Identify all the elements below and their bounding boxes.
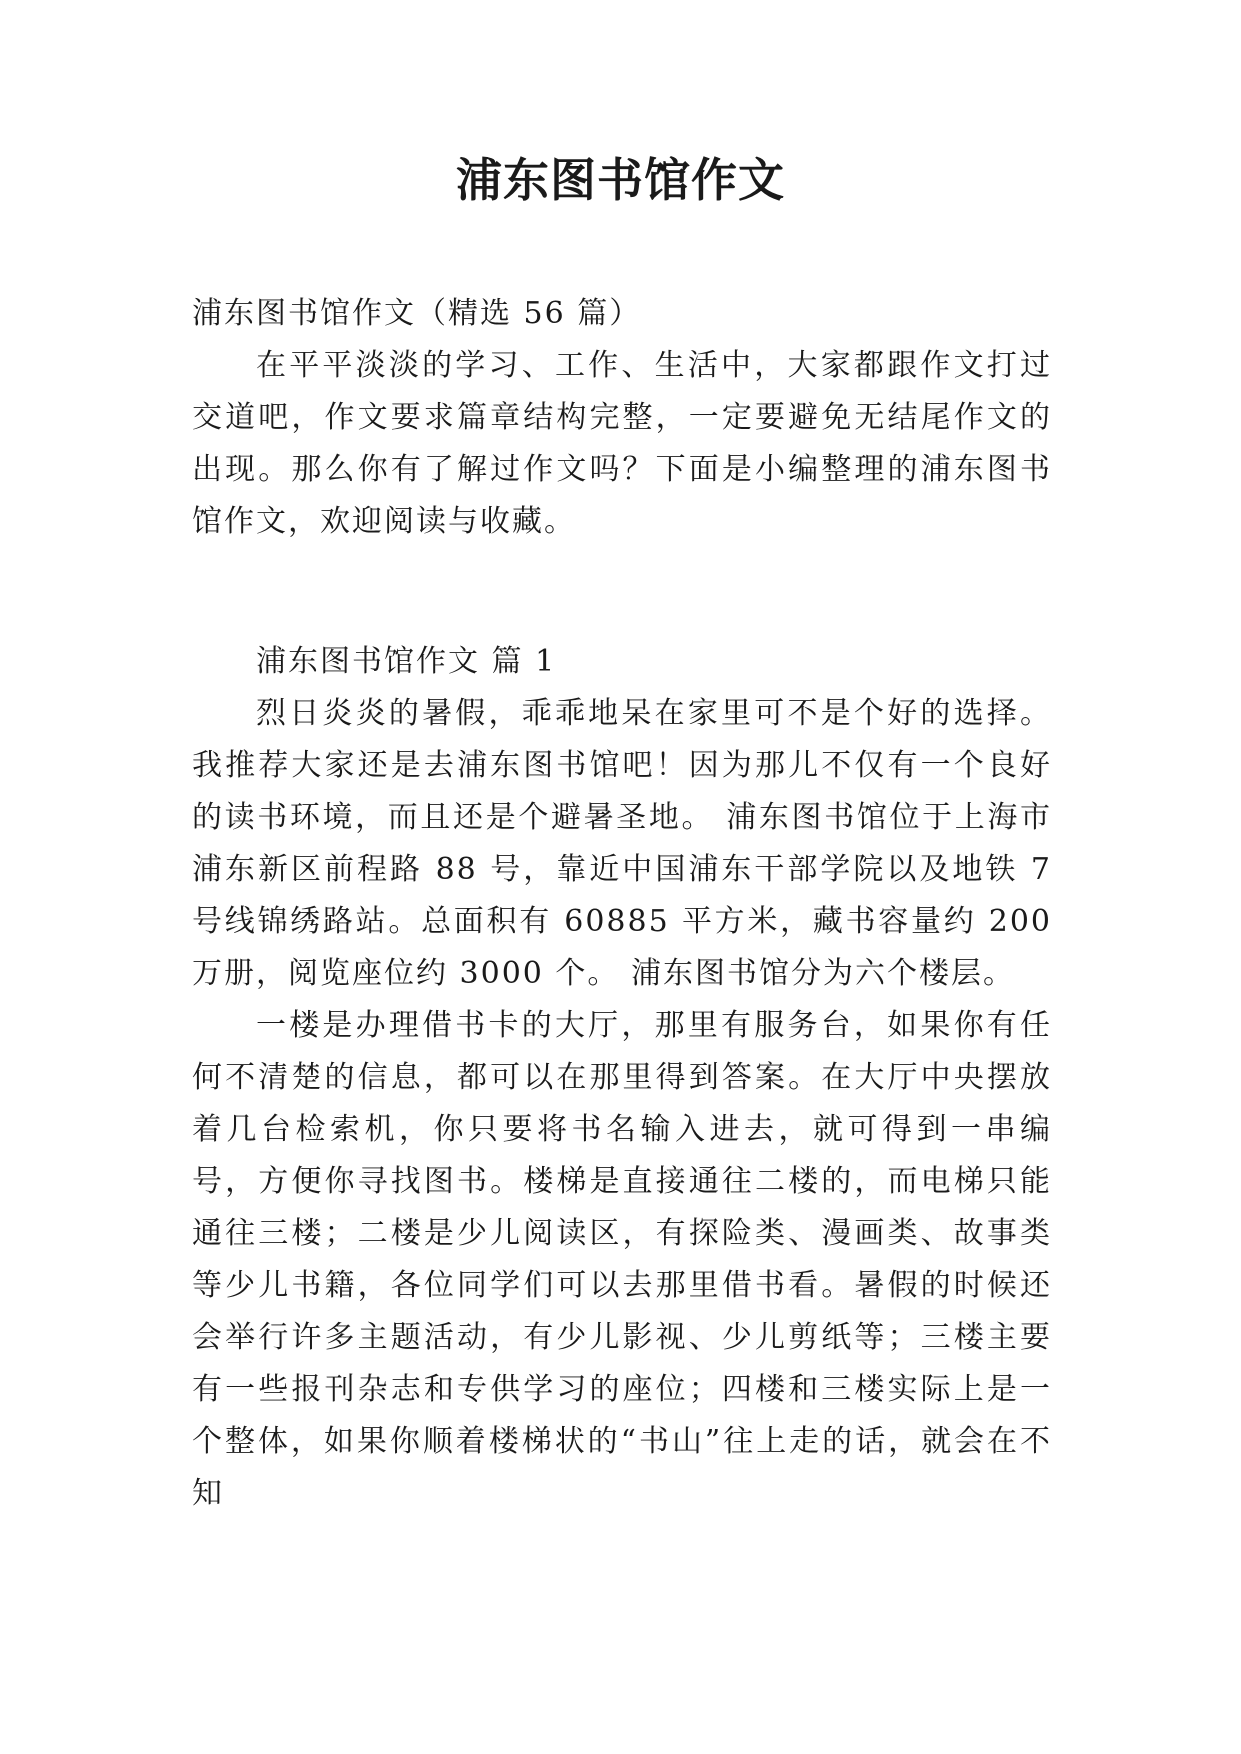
document-body xyxy=(192,288,1052,1520)
document-subtitle: 浦东图书馆作文（精选 56 篇） xyxy=(192,296,642,331)
body-paragraph: 一楼是办理借书卡的大厅，那里有服务台，如果你有任何不清楚的信息，都可以在那里得到答案。在大厅中央摆放着几台检索机，你只要将书名输入进去，就可得到一串编号，方便你寻找图书。楼梯是直接通往二楼的，而电梯只能通往三楼；二楼是少儿阅读区，有探险类、漫画类、故事类等少儿书籍，各位同学们可以去那里借书看。暑假的时候还会举行许多主题活动，有少儿影视、少儿剪纸等；三楼主要有一些报刊杂志和专供学习的座位；四楼和三楼实际上是一个整体，如果你顺着楼梯状的“书山”往上走的话，就会在不知 xyxy=(192,1008,1052,1511)
section-heading: 浦东图书馆作文 篇 1 xyxy=(256,644,557,679)
intro-paragraph: 在平平淡淡的学习、工作、生活中，大家都跟作文打过交道吧，作文要求篇章结构完整，一定要避免无结尾作文的出现。那么你有了解过作文吗？下面是小编整理的浦东图书馆作文，欢迎阅读与收藏。 xyxy=(192,348,1052,539)
body-paragraph: 烈日炎炎的暑假，乖乖地呆在家里可不是个好的选择。我推荐大家还是去浦东图书馆吧！因为那儿不仅有一个良好的读书环境，而且还是个避暑圣地。 浦东图书馆位于上海市浦东新区前程路 88 号，靠近中国浦东干部学院以及地铁 7 号线锦绣路站。总面积有 60885 平方米，藏书容量约 200 万册，阅览座位约 3000 个。 浦东图书馆分为六个楼层。 xyxy=(192,696,1052,991)
document-title: 浦东图书馆作文 xyxy=(456,153,785,207)
